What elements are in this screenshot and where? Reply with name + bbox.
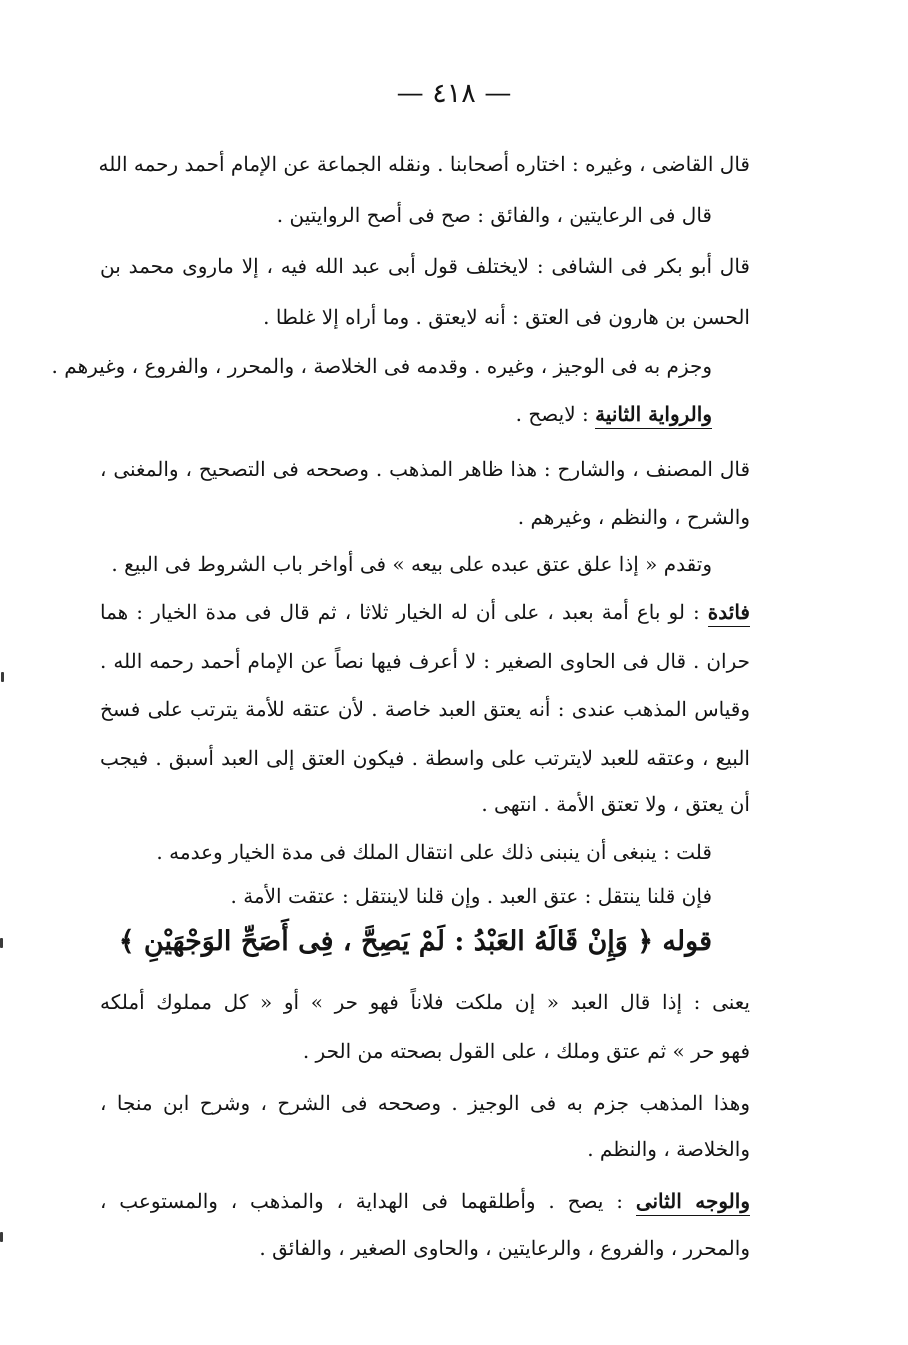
text-line: يعنى : إذا قال العبد « إن ملكت فلاناً فهو حر » أو « كل مملوك أملكه — [100, 990, 750, 1014]
text-line: والمحرر ، والفروع ، والرعايتين ، والحاوى الصغير ، والفائق . — [259, 1236, 750, 1260]
text-line: فإن قلنا ينتقل : عتق العبد . وإن قلنا لاينتقل : عتقت الأمة . — [230, 884, 712, 908]
text-line: والرواية الثانية : لايصح . — [516, 402, 712, 426]
text-line: البيع ، وعتقه للعبد لايترتب على واسطة . فيكون العتق إلى العبد أسبق . فيجب — [100, 746, 750, 770]
section-heading: والوجه الثانى — [636, 1189, 750, 1216]
text-line: الحسن بن هارون فى العتق : أنه لايعتق . وما أراه إلا غلطا . — [263, 305, 750, 329]
text-line: فهو حر » ثم عتق وملك ، على القول بصحته من الحر . — [302, 1039, 750, 1063]
text-line: قال القاضى ، وغيره : اختاره أصحابنا . ونقله الجماعة عن الإمام أحمد رحمه الله — [98, 152, 750, 176]
section-heading: والرواية الثانية — [595, 402, 712, 429]
text-line: وجزم به فى الوجيز ، وغيره . وقدمه فى الخلاصة ، والمحرر ، والفروع ، وغيرهم . — [51, 354, 712, 378]
text-line: والخلاصة ، والنظم . — [587, 1137, 750, 1161]
text-line: قال المصنف ، والشارح : هذا ظاهر المذهب . وصححه فى التصحيح ، والمغنى ، — [100, 457, 750, 481]
margin-mark — [0, 938, 3, 948]
text-line: وتقدم « إذا علق عتق عبده على بيعه » فى أواخر باب الشروط فى البيع . — [111, 552, 712, 576]
text-line: حران . قال فى الحاوى الصغير : لا أعرف فيها نصاً عن الإمام أحمد رحمه الله . — [100, 649, 750, 673]
text-line: أن يعتق ، ولا تعتق الأمة . انتهى . — [481, 792, 750, 816]
text-line: قلت : ينبغى أن ينبنى ذلك على انتقال الملك فى مدة الخيار وعدمه . — [156, 840, 712, 864]
text-line: فائدة : لو باع أمة بعبد ، على أن له الخيار ثلاثا ، ثم قال فى مدة الخيار : هما — [100, 600, 750, 624]
page-number: — ٤١٨ — — [396, 78, 512, 109]
text-line: وهذا المذهب جزم به فى الوجيز . وصححه فى الشرح ، وشرح ابن منجا ، — [100, 1091, 750, 1115]
margin-mark — [0, 1232, 3, 1242]
text-line: والشرح ، والنظم ، وغيرهم . — [517, 505, 750, 529]
note-heading: فائدة — [708, 600, 750, 627]
text-line: والوجه الثانى : يصح . وأطلقهما فى الهداية ، والمذهب ، والمستوعب ، — [100, 1189, 750, 1213]
text-line: قال أبو بكر فى الشافى : لايختلف قول أبى عبد الله فيه ، إلا ماروى محمد بن — [100, 254, 750, 278]
text-line: قال فى الرعايتين ، والفائق : صح فى أصح الروايتين . — [276, 203, 712, 227]
text-line: وقياس المذهب عندى : أنه يعتق العبد خاصة . لأن عتقه للأمة يترتب على فسخ — [100, 697, 750, 721]
margin-mark — [1, 672, 4, 682]
quoted-heading: قوله ﴿ وَإِنْ قَالَهُ العَبْدُ : لَمْ يَصِحَّ ، فِى أَصَحِّ الوَجْهَيْنِ ﴾ — [118, 926, 712, 957]
